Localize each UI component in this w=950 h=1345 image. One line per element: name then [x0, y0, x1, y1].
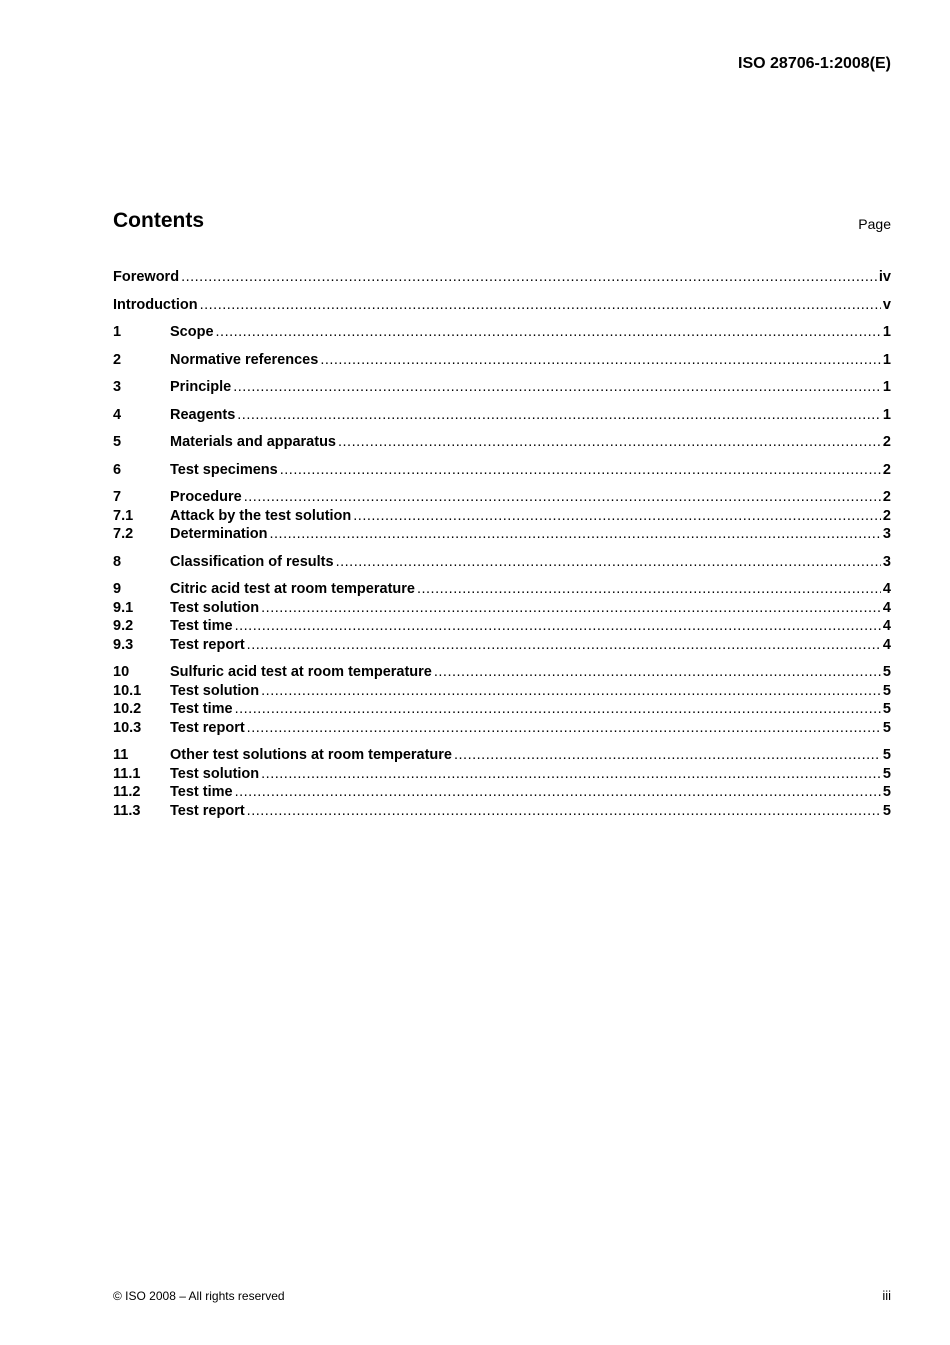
toc-group [113, 296, 891, 315]
toc-entry-number: 11.1 [113, 765, 141, 782]
toc-entry[interactable] [113, 765, 891, 784]
toc-entry-page: 1 [882, 379, 891, 395]
toc-dot-leader [338, 433, 881, 452]
page-number: iii [882, 1288, 891, 1303]
toc-entry[interactable] [113, 802, 891, 821]
toc-entry-title: Procedure [170, 489, 242, 505]
toc-entry-number: 9 [113, 581, 122, 597]
page-column-heading: Page [858, 216, 891, 232]
toc-entry-title: Foreword [113, 269, 180, 285]
toc-entry-page: 1 [882, 351, 891, 368]
toc-entry[interactable] [113, 507, 891, 526]
toc-entry[interactable] [113, 351, 891, 370]
toc-dot-leader [247, 802, 881, 821]
toc-dot-leader [454, 746, 881, 765]
toc-entry[interactable] [113, 636, 891, 655]
toc-entry-number: 10.2 [113, 701, 142, 717]
toc-dot-leader [244, 488, 881, 507]
toc-entry[interactable] [113, 663, 891, 682]
toc-dot-leader [216, 323, 881, 342]
toc-entry-page: 2 [882, 489, 891, 505]
toc-entry-title: Other test solutions at room temperature [170, 747, 452, 763]
toc-group [113, 488, 891, 544]
toc-entry-title: Test solution [170, 765, 260, 782]
toc-dot-leader [434, 663, 881, 682]
toc-entry[interactable] [113, 719, 891, 738]
toc-group [113, 746, 891, 820]
toc-entry[interactable] [113, 783, 891, 802]
copyright-notice: © ISO 2008 – All rights reserved [113, 1289, 285, 1303]
toc-entry-title: Materials and apparatus [170, 434, 336, 450]
toc-entry-page: 1 [882, 324, 891, 340]
toc-entry-page: 2 [882, 461, 891, 478]
toc-entry[interactable] [113, 268, 891, 287]
toc-entry-number: 11.3 [113, 802, 141, 819]
toc-entry[interactable] [113, 433, 891, 452]
toc-entry-page: 5 [882, 664, 891, 680]
toc-entry-page: 5 [882, 682, 891, 699]
toc-entry-page: 5 [882, 747, 891, 763]
toc-entry[interactable] [113, 323, 891, 342]
toc-group [113, 378, 891, 397]
toc-entry-page: 5 [882, 784, 891, 800]
toc-group [113, 461, 891, 480]
table-of-contents [113, 268, 891, 829]
toc-entry-title: Test report [170, 636, 245, 653]
toc-entry[interactable] [113, 599, 891, 618]
toc-entry-number: 11.2 [113, 784, 141, 800]
standard-id: ISO 28706-1:2008(E) [738, 55, 891, 72]
toc-entry-page: 5 [882, 719, 891, 736]
toc-entry-title: Principle [170, 379, 232, 395]
toc-dot-leader [336, 553, 881, 572]
toc-dot-leader [261, 765, 881, 784]
toc-dot-leader [237, 406, 881, 425]
toc-entry-number: 4 [113, 406, 122, 423]
toc-entry-page: 5 [882, 802, 891, 819]
toc-dot-leader [261, 682, 881, 701]
toc-entry-number: 10 [113, 664, 130, 680]
toc-dot-leader [200, 296, 881, 315]
toc-entry-page: 2 [882, 434, 891, 450]
toc-entry-number: 11 [113, 747, 129, 763]
toc-entry-title: Attack by the test solution [170, 507, 352, 524]
toc-entry-title: Test time [170, 618, 233, 634]
toc-dot-leader [353, 507, 881, 526]
toc-dot-leader [233, 378, 881, 397]
toc-entry-number: 7.1 [113, 507, 134, 524]
toc-entry-number: 10.3 [113, 719, 142, 736]
toc-dot-leader [235, 617, 881, 636]
toc-entry[interactable] [113, 553, 891, 572]
toc-entry-page: 4 [882, 618, 891, 634]
toc-entry-number: 6 [113, 461, 122, 478]
toc-dot-leader [181, 268, 877, 287]
toc-group [113, 406, 891, 425]
toc-entry[interactable] [113, 525, 891, 544]
toc-entry-title: Citric acid test at room temperature [170, 581, 415, 597]
toc-entry[interactable] [113, 617, 891, 636]
toc-entry-number: 10.1 [113, 682, 142, 699]
toc-group [113, 580, 891, 654]
toc-entry-page: 4 [882, 636, 891, 653]
toc-entry-title: Test solution [170, 682, 260, 699]
toc-entry-title: Determination [170, 526, 268, 542]
toc-entry-number: 5 [113, 434, 122, 450]
toc-entry-page: 1 [882, 406, 891, 423]
toc-group [113, 351, 891, 370]
toc-entry[interactable] [113, 378, 891, 397]
toc-dot-leader [235, 700, 881, 719]
toc-entry[interactable] [113, 580, 891, 599]
toc-entry-page: 3 [882, 553, 891, 570]
toc-entry-page: 4 [882, 581, 891, 597]
toc-entry-number: 1 [113, 324, 122, 340]
toc-dot-leader [247, 719, 881, 738]
toc-dot-leader [261, 599, 881, 618]
toc-dot-leader [235, 783, 881, 802]
toc-entry-page: 3 [882, 526, 891, 542]
toc-entry[interactable] [113, 406, 891, 425]
toc-entry-title: Test specimens [170, 461, 278, 478]
toc-entry[interactable] [113, 682, 891, 701]
toc-entry-page: 5 [882, 701, 891, 717]
toc-entry-number: 9.2 [113, 618, 134, 634]
toc-entry-number: 9.1 [113, 599, 134, 616]
toc-dot-leader [270, 525, 881, 544]
toc-entry-number: 8 [113, 553, 122, 570]
toc-group [113, 323, 891, 342]
toc-entry-title: Classification of results [170, 553, 334, 570]
toc-dot-leader [320, 351, 881, 370]
toc-entry-page: 4 [882, 599, 891, 616]
toc-entry-title: Reagents [170, 406, 236, 423]
toc-entry-title: Test report [170, 719, 245, 736]
toc-entry-page: v [882, 296, 891, 313]
toc-entry-number: 2 [113, 351, 122, 368]
toc-entry[interactable] [113, 461, 891, 480]
toc-entry-title: Normative references [170, 351, 319, 368]
toc-group [113, 268, 891, 287]
toc-entry[interactable] [113, 488, 891, 507]
toc-entry[interactable] [113, 700, 891, 719]
toc-entry[interactable] [113, 296, 891, 315]
toc-entry-title: Scope [170, 324, 214, 340]
toc-dot-leader [280, 461, 881, 480]
toc-entry-number: 9.3 [113, 636, 134, 653]
toc-entry[interactable] [113, 746, 891, 765]
toc-group [113, 663, 891, 737]
toc-entry-title: Test report [170, 802, 245, 819]
toc-entry-number: 3 [113, 379, 122, 395]
toc-entry-number: 7.2 [113, 526, 134, 542]
toc-entry-title: Test time [170, 701, 233, 717]
toc-dot-leader [417, 580, 881, 599]
toc-entry-page: iv [878, 269, 891, 285]
toc-group [113, 433, 891, 452]
contents-heading: Contents [113, 209, 204, 232]
toc-entry-page: 5 [882, 765, 891, 782]
toc-entry-title: Sulfuric acid test at room temperature [170, 664, 432, 680]
toc-entry-number: 7 [113, 489, 122, 505]
toc-dot-leader [247, 636, 881, 655]
toc-entry-page: 2 [882, 507, 891, 524]
toc-entry-title: Test time [170, 784, 233, 800]
toc-entry-title: Introduction [113, 296, 198, 313]
toc-group [113, 553, 891, 572]
toc-entry-title: Test solution [170, 599, 260, 616]
